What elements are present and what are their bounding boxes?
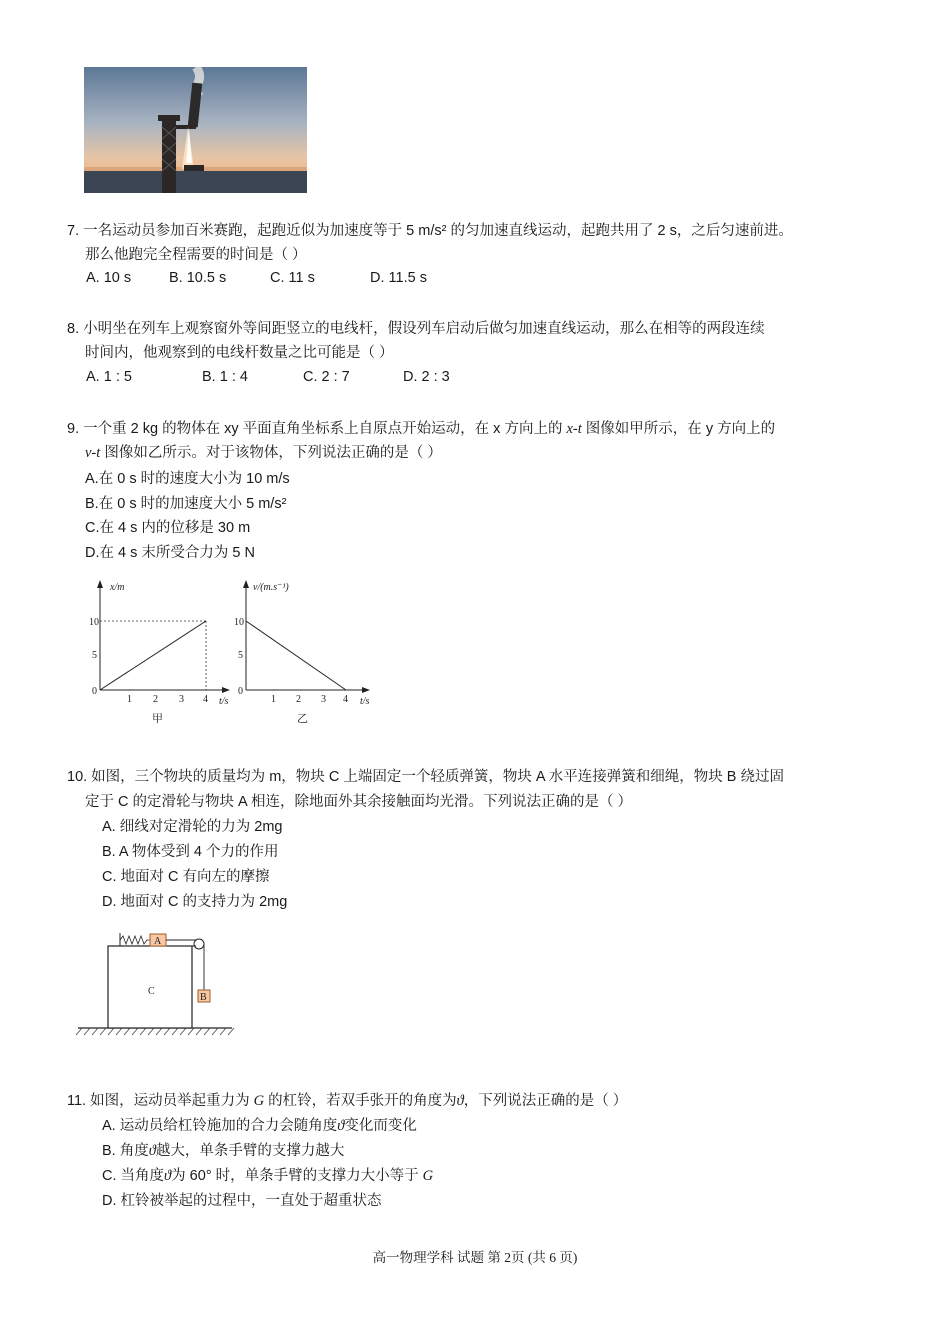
q11-option-c[interactable]	[102, 1166, 433, 1186]
q11-option-c-text-2: 为 60° 时，单条手臂的支撑力大小等于	[171, 1168, 423, 1184]
jia-y-arrow	[97, 580, 103, 588]
q9-stem-line1	[67, 419, 775, 439]
block-b-label: B	[200, 992, 207, 1003]
jia-xtick-2: 2	[153, 694, 158, 705]
q7-option-c[interactable]: C. 11 s	[270, 270, 315, 286]
yi-ytick-0: 0	[238, 686, 243, 697]
page-footer: 高一物理学科 试题 第 2页 (共 6 页)	[372, 1250, 578, 1265]
jia-xlabel: t/s	[219, 696, 229, 707]
q7-stem-line1: 7. 一名运动员参加百米赛跑，起跑近似为加速度等于 5 m/s² 的匀加速直线运动，起跑共用了 2 s，之后匀速前进。	[67, 223, 793, 239]
yi-caption: 乙	[297, 713, 308, 725]
q7-option-b[interactable]: B. 10.5 s	[169, 270, 227, 286]
q9-option-d[interactable]: D.在 4 s 末所受合力为 5 N	[85, 545, 255, 561]
jia-ylabel: x/m	[110, 582, 125, 593]
q7-option-d[interactable]: D. 11.5 s	[370, 270, 427, 286]
q8-option-a[interactable]: A. 1 : 5	[86, 369, 132, 385]
q11-stem	[67, 1091, 627, 1111]
q11-stem-text-a: 11. 如图，运动员举起重力为	[67, 1093, 254, 1109]
q11-stem-text-b: 的杠铃，若双手张开的角度为	[264, 1093, 457, 1109]
q8-option-d[interactable]: D. 2 : 3	[403, 369, 450, 385]
q11-option-b[interactable]	[102, 1141, 344, 1161]
yi-ylabel: v/(m.s⁻¹)	[253, 582, 289, 593]
jia-xtick-3: 3	[179, 694, 184, 705]
block-a-label: A	[154, 936, 162, 947]
q11-option-b-text-2: 越大，单条手臂的支撑力越大	[155, 1143, 345, 1159]
q10-option-a[interactable]: A. 细线对定滑轮的力为 2mg	[102, 819, 283, 835]
yi-ytick-10: 10	[234, 617, 244, 628]
q10-option-c[interactable]: C. 地面对 C 有向左的摩擦	[102, 869, 270, 885]
q11-option-c-text-1: C. 当角度	[102, 1168, 165, 1184]
q11-stem-text-c: ，下列说法正确的是（ ）	[463, 1093, 628, 1109]
q9-stem-line2	[85, 443, 442, 463]
rocket-launch-photo	[84, 67, 307, 193]
jia-ytick-5: 5	[92, 650, 97, 661]
yi-y-arrow	[243, 580, 249, 588]
q9-graphs	[88, 576, 388, 728]
yi-x-arrow	[362, 687, 370, 693]
q11-option-a-text-1: A. 运动员给杠铃施加的合力会随角度	[102, 1118, 338, 1134]
q8-option-c[interactable]: C. 2 : 7	[303, 369, 350, 385]
jia-x-arrow	[222, 687, 230, 693]
q9-vt-var: v-t	[85, 445, 101, 461]
q11-option-a[interactable]	[102, 1116, 417, 1136]
yi-xtick-3: 3	[321, 694, 326, 705]
q11-option-c-g: G	[422, 1168, 434, 1184]
yi-xtick-4: 4	[343, 694, 348, 705]
q8-stem-line2: 时间内，他观察到的电线杆数量之比可能是（ ）	[85, 345, 394, 361]
block-c-label: C	[148, 986, 155, 997]
q9-stem-text-c: 图像如乙所示。对于该物体，下列说法正确的是（ ）	[100, 445, 442, 461]
q11-option-d[interactable]: D. 杠铃被举起的过程中，一直处于超重状态	[102, 1193, 382, 1209]
jia-xtick-1: 1	[127, 694, 132, 705]
yi-series-line	[246, 621, 346, 690]
spring	[120, 936, 150, 944]
ground-hatching	[76, 1028, 234, 1035]
rocket-launch-illustration	[84, 67, 307, 193]
yi-xtick-2: 2	[296, 694, 301, 705]
q10-stem-line1: 10. 如图，三个物块的质量均为 m，物块 C 上端固定一个轻质弹簧，物块 A 水平连接弹簧和细绳，物块 B 绕过固	[67, 769, 784, 785]
q11-option-a-text-2: 变化而变化	[344, 1118, 417, 1134]
jia-ytick-10: 10	[89, 617, 99, 628]
q11-option-b-theta: ϑ	[148, 1143, 156, 1159]
graph-yi	[234, 580, 370, 725]
q9-option-c[interactable]: C.在 4 s 内的位移是 30 m	[85, 520, 251, 536]
q7-stem-line2: 那么他跑完全程需要的时间是（ ）	[85, 247, 307, 263]
q11-theta-var: ϑ	[456, 1093, 464, 1109]
yi-ytick-5: 5	[238, 650, 243, 661]
q9-stem-text-b: 图像如甲所示，在 y 方向上的	[581, 421, 776, 437]
q9-xt-var: x-t	[566, 421, 582, 437]
q11-option-b-text-1: B. 角度	[102, 1143, 149, 1159]
q10-stem-line2: 定于 C 的定滑轮与物块 A 相连，除地面外其余接触面均光滑。下列说法正确的是（ ）	[85, 794, 632, 810]
q11-option-c-theta: ϑ	[164, 1168, 172, 1184]
q11-option-a-theta: ϑ	[337, 1118, 345, 1134]
jia-ytick-0: 0	[92, 686, 97, 697]
q9-option-a[interactable]: A.在 0 s 时的速度大小为 10 m/s	[85, 471, 290, 487]
yi-xtick-1: 1	[271, 694, 276, 705]
q9-stem-text-a: 9. 一个重 2 kg 的物体在 xy 平面直角坐标系上自原点开始运动，在 x 方向上的	[67, 421, 567, 437]
q10-option-b[interactable]: B. A 物体受到 4 个力的作用	[102, 844, 279, 860]
q11-g-var: G	[253, 1093, 265, 1109]
q7-option-a[interactable]: A. 10 s	[86, 270, 132, 286]
q9-option-b[interactable]: B.在 0 s 时的加速度大小 5 m/s²	[85, 496, 287, 512]
q8-stem-line1: 8. 小明坐在列车上观察窗外等间距竖立的电线杆，假设列车启动后做匀加速直线运动，那么在相等的两段连续	[67, 321, 765, 337]
jia-xtick-4: 4	[203, 694, 208, 705]
yi-xlabel: t/s	[360, 696, 370, 707]
pulley	[194, 939, 204, 949]
q10-option-d[interactable]: D. 地面对 C 的支持力为 2mg	[102, 894, 288, 910]
graph-jia	[89, 580, 230, 725]
q10-figure	[68, 924, 236, 1048]
jia-series-line	[100, 621, 206, 690]
jia-caption: 甲	[152, 713, 163, 725]
q8-option-b[interactable]: B. 1 : 4	[202, 369, 248, 385]
